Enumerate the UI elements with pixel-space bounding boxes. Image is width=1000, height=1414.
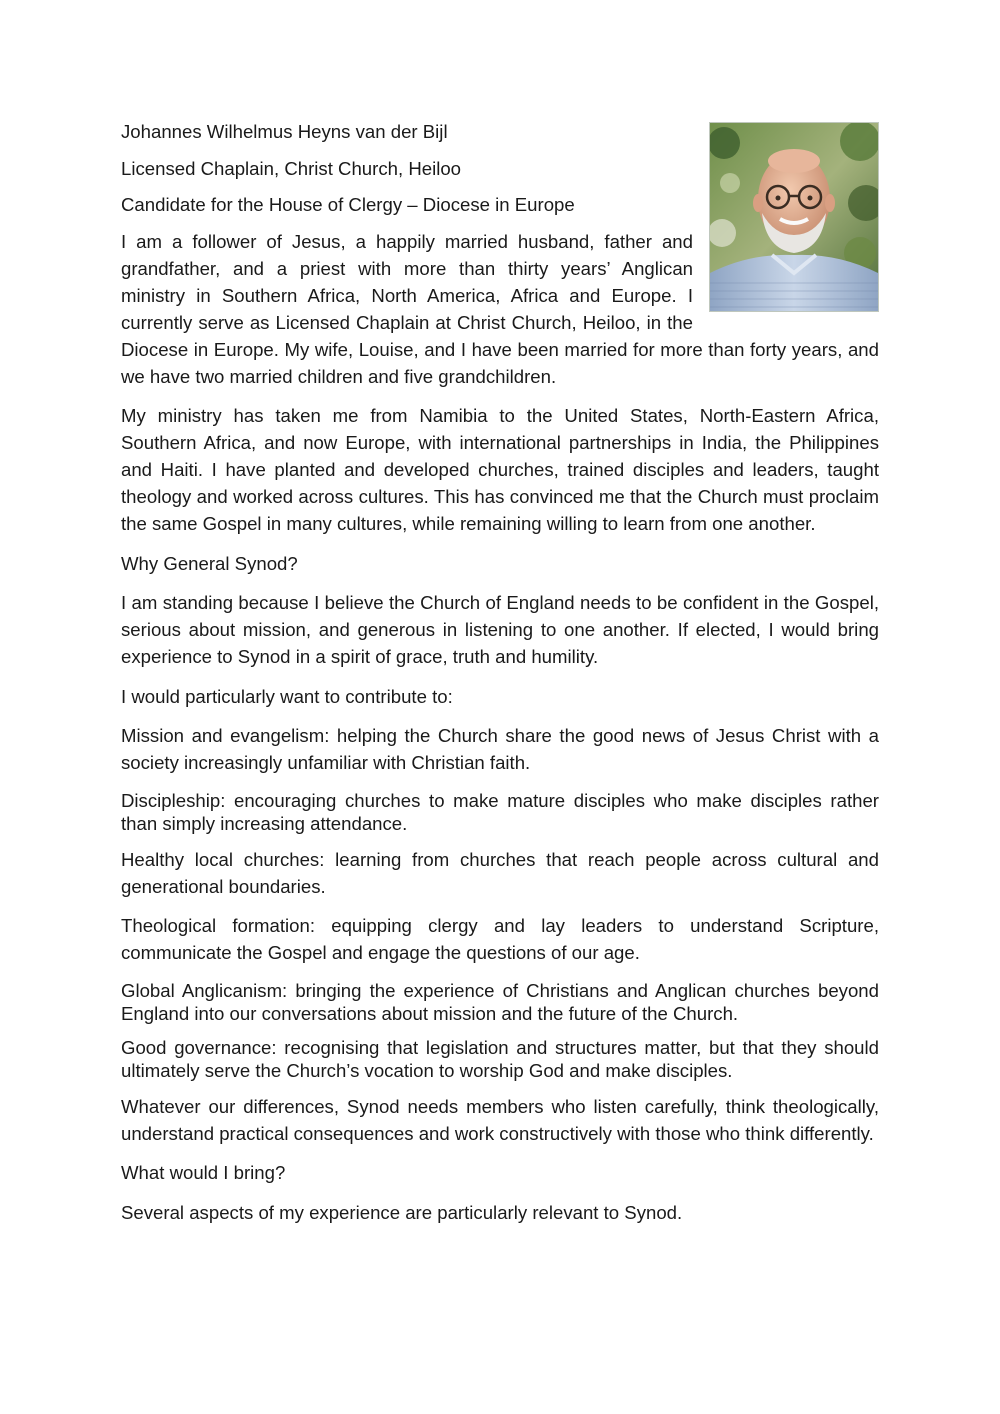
what-bring-heading: What would I bring?	[121, 1162, 286, 1183]
candidate-name: Johannes Wilhelmus Heyns van der Bijl	[121, 121, 448, 142]
ministry-paragraph: My ministry has taken me from Namibia to the United States, North-Eastern Africa, Southern Africa, and now Europe, with international partnerships in India, the Philippines and Haiti. I have planted and developed churches, trained disciples and leaders, taught theology and worked across cultures. This has convinced me that the Church must proclaim the same Gospel in many cultures, while remaining willing to learn from one another.	[121, 405, 879, 534]
priority-theological-formation: Theological formation: equipping clergy and lay leaders to understand Scripture, communicate the Gospel and engage the questions of our age.	[121, 915, 879, 963]
intro-paragraph: I am a follower of Jesus, a happily married husband, father and grandfather, and a priest with more than thirty years’ Anglican ministry in Southern Africa, North America, Africa and Europe. I currently serve as Licensed Chaplain at Christ Church, Heiloo, in the Diocese in Europe. My wife, Louise, and I have been married for more than forty years, and we have two married children and five grandchildren.	[121, 230, 879, 387]
candidacy-line: Candidate for the House of Clergy – Diocese in Europe	[121, 194, 575, 215]
candidate-statement	[121, 118, 879, 1238]
priority-good-governance: Good governance: recognising that legislation and structures matter, but that they should ultimately serve the Church’s vocation to worship God and make disciples.	[121, 1036, 879, 1081]
contribute-intro: I would particularly want to contribute to:	[121, 685, 453, 707]
priority-healthy-churches: Healthy local churches: learning from churches that reach people across cultural and generational boundaries.	[121, 848, 879, 897]
why-synod-heading: Why General Synod?	[121, 552, 298, 574]
why-synod-paragraph: I am standing because I believe the Church of England needs to be confident in the Gospel, serious about mission, and generous in listening to one another. If elected, I would bring experience to Synod in a spirit of grace, truth and humility.	[121, 592, 879, 667]
priority-global-anglicanism: Global Anglicanism: bringing the experience of Christians and Anglican churches beyond England into our conversations about mission and the future of the Church.	[121, 979, 879, 1024]
portrait-illustration	[710, 123, 878, 311]
priority-discipleship: Discipleship: encouraging churches to make mature disciples who make disciples rather than simply increasing attendance.	[121, 789, 879, 834]
what-bring-paragraph: Several aspects of my experience are particularly relevant to Synod.	[121, 1201, 683, 1223]
priority-mission: Mission and evangelism: helping the Church share the good news of Jesus Christ with a society increasingly unfamiliar with Christian faith.	[121, 725, 879, 773]
differences-paragraph: Whatever our differences, Synod needs members who listen carefully, think theologically, understand practical consequences and work constructively with those who think differently.	[121, 1095, 879, 1144]
candidate-role: Licensed Chaplain, Christ Church, Heiloo	[121, 157, 462, 179]
candidate-portrait-photo	[709, 122, 879, 312]
